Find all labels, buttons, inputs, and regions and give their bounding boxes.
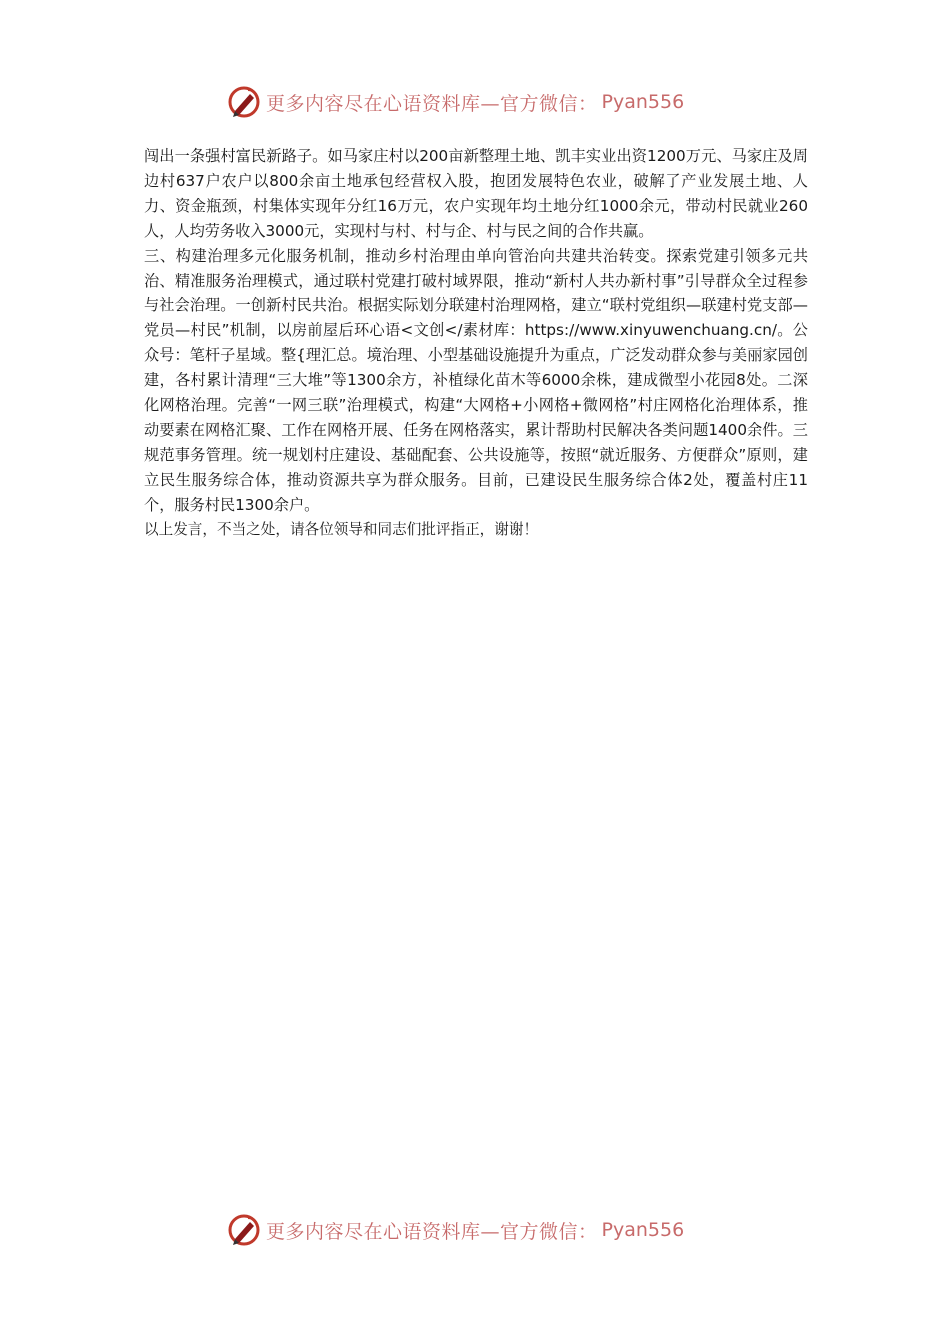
header-banner-handle: Pyan556: [601, 91, 685, 113]
header-banner-text: 更多内容尽在心语资料库—官方微信：: [266, 92, 598, 115]
closing-line: 以上发言，不当之处，请各位领导和同志们批评指正，谢谢！: [144, 520, 539, 538]
pen-nib-logo-icon: [226, 1212, 262, 1248]
document-body: [144, 144, 808, 542]
pen-nib-logo-icon: [226, 84, 262, 120]
footer-banner: [226, 1210, 726, 1250]
footer-banner-text: 更多内容尽在心语资料库—官方微信：: [266, 1220, 598, 1243]
body-paragraph-2: 三、构建治理多元化服务机制，推动乡村治理由单向管治向共建共治转变。探索党建引领多元共治、精准服务治理模式，通过联村党建打破村域界限，推动“新村人共办新村事”引导群众全过程参与社会治理。一创新村民共治。根据实际划分联建村治理网格，建立“联村党组织—联建村党支部—党员—村民”机制，以房前屋后环心语<文创</素材库：https://www.xinyuwenchuang.cn/。公众号：笔杆子星域。整{理汇总。境治理、小型基础设施提升为重点，广泛发动群众参与美丽家园创建，各村累计清理“三大堆”等1300余方，补植绿化苗木等6000余株，建成微型小花园8处。二深化网格治理。完善“一网三联”治理模式，构建“大网格+小网格+微网格”村庄网格化治理体系，推动要素在网格汇聚、工作在网格开展、任务在网格落实，累计帮助村民解决各类问题1400余件。三规范事务管理。统一规划村庄建设、基础配套、公共设施等，按照“就近服务、方便群众”原则，建立民生服务综合体，推动资源共享为群众服务。目前，已建设民生服务综合体2处，覆盖村庄11个，服务村民1300余户。: [144, 246, 808, 514]
body-paragraph-1: 闯出一条强村富民新路子。如马家庄村以200亩新整理土地、凯丰实业出资1200万元、马家庄及周边村637户农户以800余亩土地承包经营权入股，抱团发展特色农业，破解了产业发展土地、人力、资金瓶颈，村集体实现年分红16万元，农户实现年均土地分红1000余元，带动村民就业260人，人均劳务收入3000元，实现村与村、村与企、村与民之间的合作共赢。: [144, 147, 808, 240]
header-banner: [226, 82, 726, 122]
footer-banner-handle: Pyan556: [601, 1219, 685, 1241]
